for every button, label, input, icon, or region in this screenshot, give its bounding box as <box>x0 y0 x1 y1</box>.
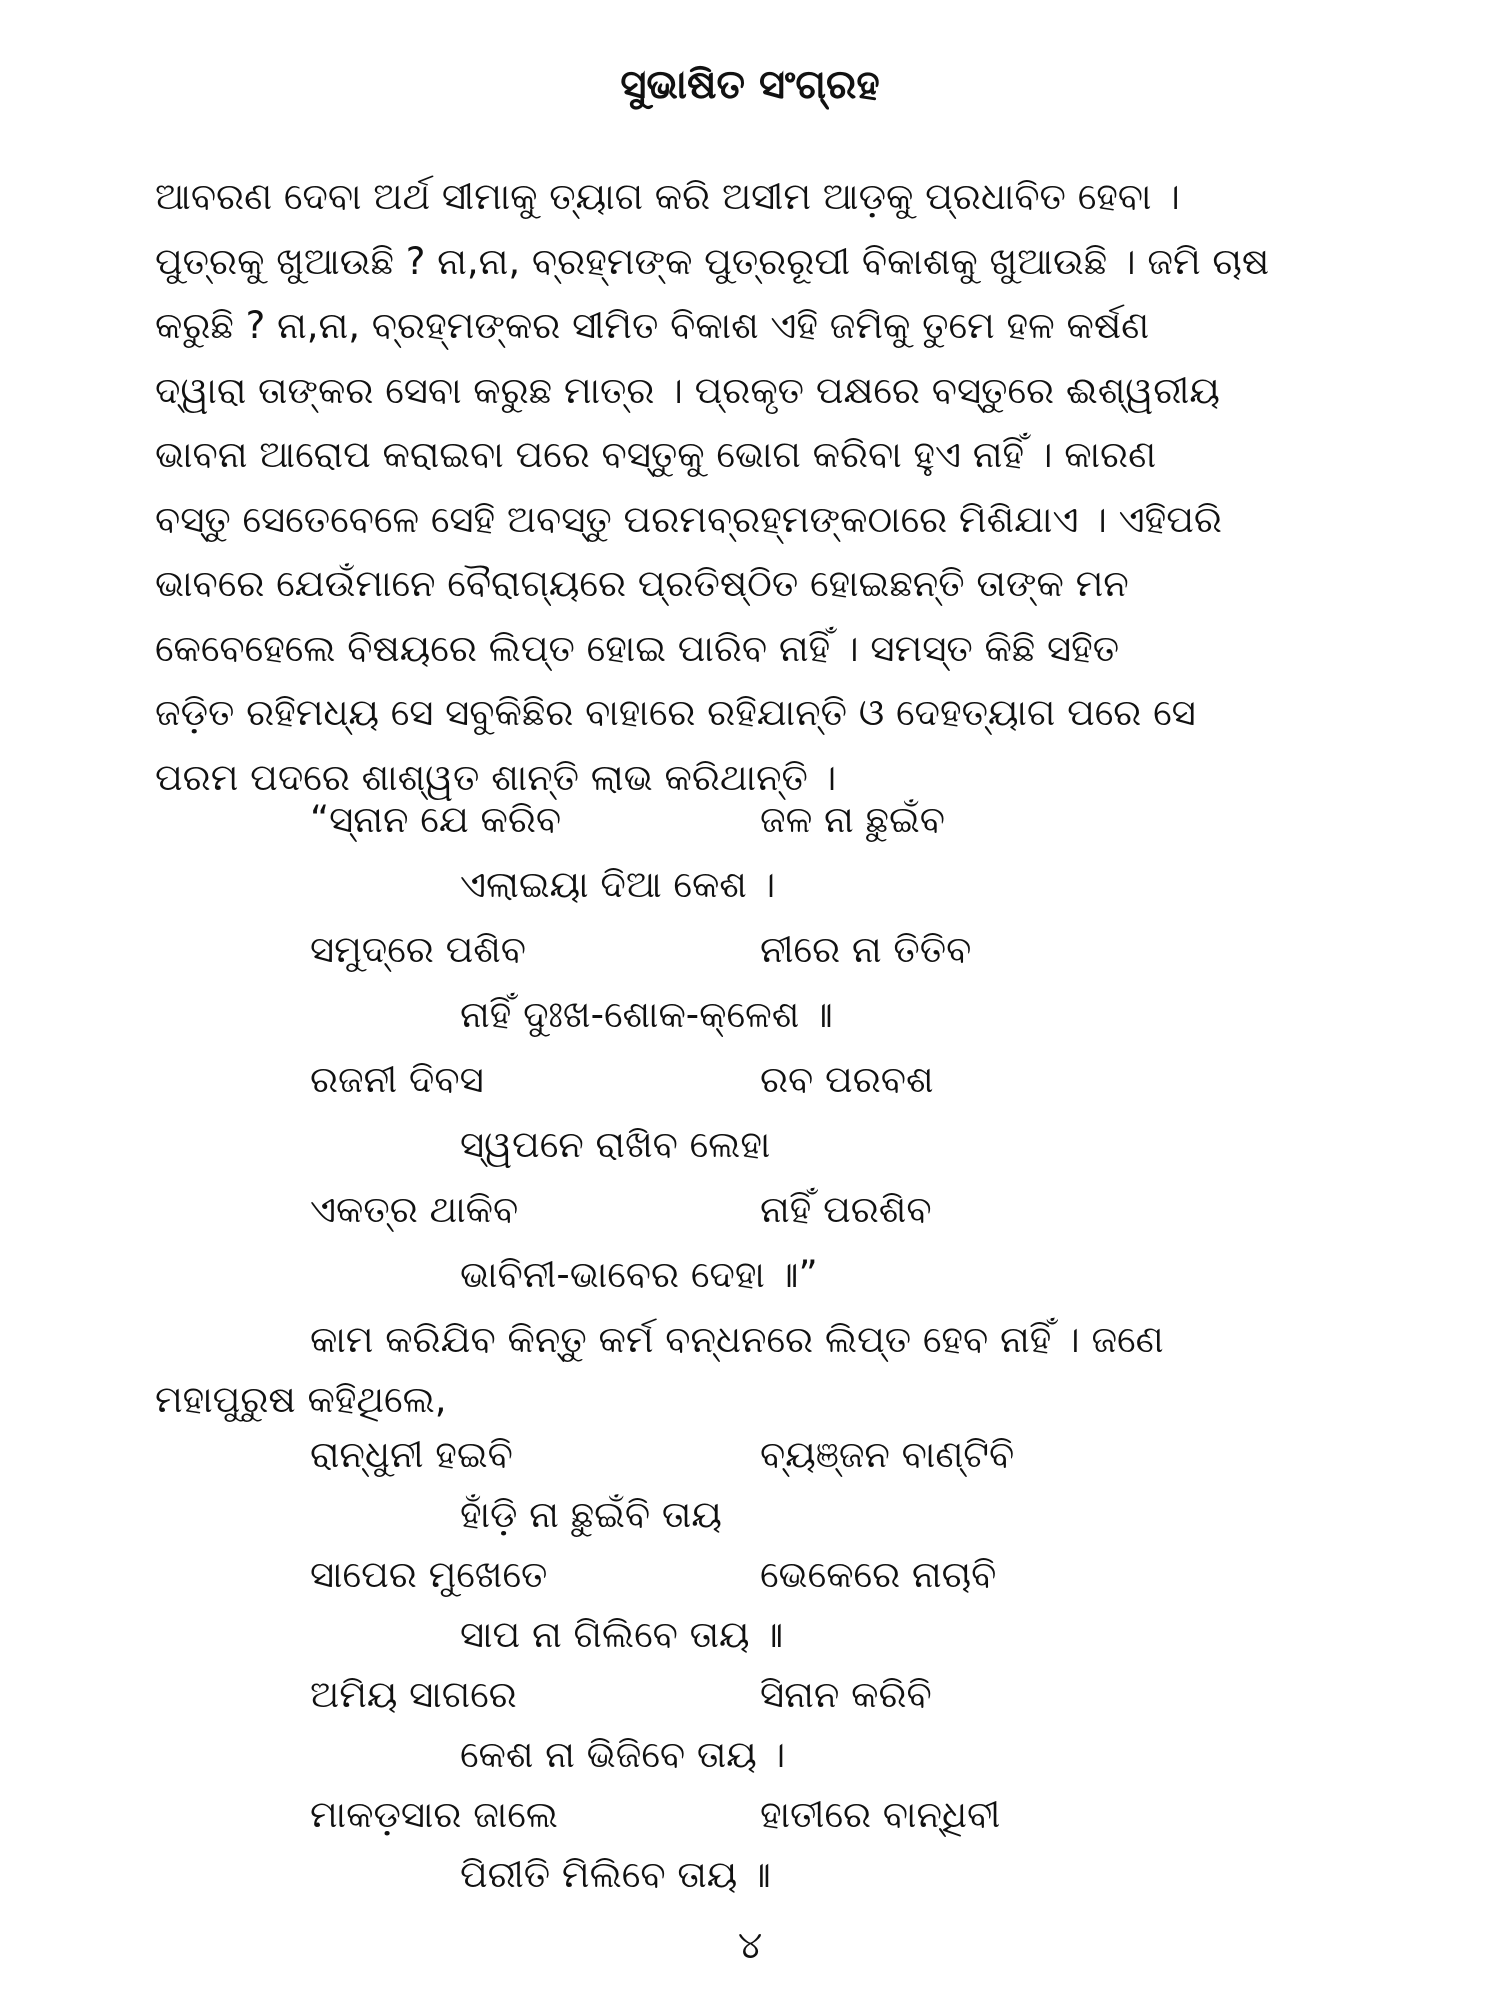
verse-line-indent: କେଶ ନା ଭିଜିବେ ତାୟ । <box>460 1733 786 1776</box>
verse-line-col1: ଏକତ୍ର ଥାକିବ <box>310 1188 519 1231</box>
verse-line-indent: ଭାବିନୀ-ଭାବେର ଦେହା ॥” <box>460 1253 818 1296</box>
prose-line: କରୁଛି ? ନା,ନା, ବ୍ରହ୍ମଙ୍କର ସୀମିତ ବିକାଶ ଏହି ଜମିକୁ ତୁମେ ହଳ କର୍ଷଣ <box>155 304 1150 347</box>
verse-line-col2: ବ୍ୟଞ୍ଜନ ବାଣ୍ଟିବି <box>760 1433 1015 1476</box>
verse-line-col1: ଅମିୟ ସାଗରେ <box>310 1673 517 1716</box>
verse-line-col1: “ସ୍ନାନ ଯେ କରିବ <box>310 798 562 841</box>
prose-line: ଜଡ଼ିତ ରହିମଧ୍ୟ ସେ ସବୁକିଛିର ବାହାରେ ରହିଯାନ୍ତି ଓ ଦେହତ୍ୟାଗ ପରେ ସେ <box>155 691 1196 734</box>
page-number: ୪ <box>737 1923 763 1967</box>
verse-line-indent: ଏଲାଇୟା ଦିଆ କେଶ । <box>460 863 776 906</box>
prose-line: କାମ କରିଯିବ କିନ୍ତୁ କର୍ମ ବନ୍ଧନରେ ଲିପ୍ତ ହେବ ନାହିଁ । ଜଣେ <box>310 1318 1164 1361</box>
verse-line-col2: ହାତୀରେ ବାନ୍ଧିବୀ <box>760 1793 1001 1836</box>
verse-line-indent: ପିରୀତି ମିଲିବେ ତାୟ ॥ <box>460 1853 771 1896</box>
verse-line-col1: ରାନ୍ଧୁନୀ ହଇବି <box>310 1433 513 1476</box>
page-title: ସୁଭାଷିତ ସଂଗ୍ରହ <box>620 62 880 108</box>
verse-line-col2: ସିନାନ କରିବି <box>760 1673 932 1716</box>
prose-line: ପୁତ୍ରକୁ ଖୁଆଉଛି ? ନା,ନା, ବ୍ରହ୍ମଙ୍କ ପୁତ୍ରରୂପୀ ବିକାଶକୁ ଖୁଆଉଛି । ଜମି ଚାଷ <box>155 239 1270 283</box>
verse-line-col1: ମାକଡ଼ସାର ଜାଲେ <box>310 1793 558 1836</box>
prose-line: ଆବରଣ ଦେବା ଅର୍ଥ ସୀମାକୁ ତ୍ୟାଗ କରି ଅସୀମ ଆଡ଼କୁ ପ୍ରଧାବିତ ହେବା । <box>155 175 1180 218</box>
prose-line: ଭାବନା ଆରୋପ କରାଇବା ପରେ ବସ୍ତୁକୁ ଭୋଗ କରିବା ହୁଏ ନାହିଁ । କାରଣ <box>155 433 1157 476</box>
verse-line-indent: ସାପ ନା ଗିଲିବେ ତାୟ ॥ <box>460 1613 784 1656</box>
verse-line-indent: ସ୍ୱପନେ ରାଖିବ ଲେହା <box>460 1123 771 1166</box>
verse-line-col2: ରବ ପରବଶ <box>760 1058 934 1101</box>
prose-line: ଦ୍ୱାରା ତାଙ୍କର ସେବା କରୁଛ ମାତ୍ର । ପ୍ରକୃତ ପକ୍ଷରେ ବସ୍ତୁରେ ଈଶ୍ୱରୀୟ <box>155 368 1220 412</box>
verse-line-col2: ନୀରେ ନା ତିତିବ <box>760 928 972 971</box>
prose-paragraph <box>155 165 1345 810</box>
verse-line-col2: ଜଳ ନା ଛୁଇଁବ <box>760 798 946 841</box>
verse-line-indent: ହାଁଡ଼ି ନା ଛୁଇଁବି ତାୟ <box>460 1493 722 1536</box>
verse-line-indent: ନାହିଁ ଦୁଃଖ-ଶୋକ-କ୍ଳେଶ ॥ <box>460 993 833 1036</box>
prose-line: କେବେହେଲେ ବିଷୟରେ ଲିପ୍ତ ହୋଇ ପାରିବ ନାହିଁ । ସମସ୍ତ କିଛି ସହିତ <box>155 626 1120 670</box>
verse-line-col1: ରଜନୀ ଦିବସ <box>310 1058 484 1101</box>
prose-line: ଭାବରେ ଯେଉଁମାନେ ବୈରାଗ୍ୟରେ ପ୍ରତିଷ୍ଠିତ ହୋଇଛନ୍ତି ତାଙ୍କ ମନ <box>155 562 1129 605</box>
verse-line-col1: ସମୁଦ୍ରେ ପଶିବ <box>310 928 527 971</box>
prose-line: ପରମ ପଦରେ ଶାଶ୍ୱତ ଶାନ୍ତି ଲାଭ କରିଥାନ୍ତି । <box>155 755 837 799</box>
verse-line-col2: ଭେକେରେ ନାଚାବି <box>760 1553 997 1596</box>
prose-line: ବସ୍ତୁ ସେତେବେଳେ ସେହି ଅବସ୍ତୁ ପରମବ୍ରହ୍ମଙ୍କଠାରେ ମିଶିଯାଏ । ଏହିପରି <box>155 497 1222 541</box>
prose-line: ମହାପୁରୁଷ କହିଥିଲେ, <box>155 1378 447 1421</box>
verse-line-col1: ସାପେର ମୁଖେତେ <box>310 1553 548 1596</box>
verse-line-col2: ନାହିଁ ପରଶିବ <box>760 1188 932 1231</box>
